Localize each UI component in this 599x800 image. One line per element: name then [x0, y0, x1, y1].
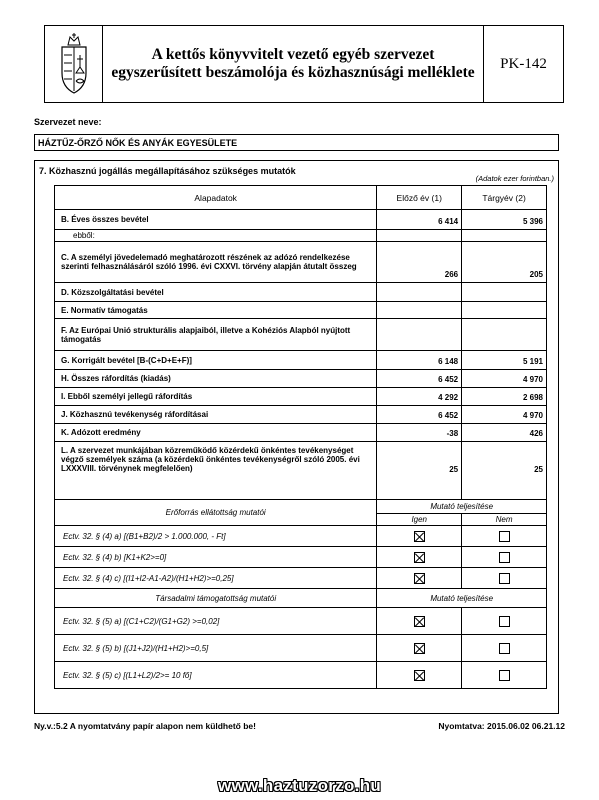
table-row	[55, 210, 547, 230]
table-row	[55, 242, 547, 283]
curr-year-value: 25	[462, 442, 547, 500]
section-title: 7. Közhasznú jogállás megállapításához szükséges mutatók	[39, 166, 296, 176]
organization-name: HÁZTŰZ-ŐRZŐ NŐK ÉS ANYÁK EGYESÜLETE	[34, 134, 559, 151]
table-header-row	[55, 186, 547, 210]
section-note: (Adatok ezer forintban.)	[475, 174, 554, 183]
yes-checkbox[interactable]	[414, 670, 425, 681]
curr-year-value	[462, 283, 547, 302]
row-label: C. A személyi jövedelemadó meghatározott részének az adózó rendelkezése szerinti felhasználásáról szóló 1996. évi CXXVI. törvény alapján átutalt összeg	[55, 242, 377, 283]
row-label: K. Adózott eredmény	[55, 424, 377, 442]
coat-of-arms-icon	[56, 33, 92, 95]
table-row	[55, 283, 547, 302]
indicator-row	[55, 662, 547, 689]
yes-checkbox[interactable]	[414, 552, 425, 563]
indicator-label: Ectv. 32. § (5) b) [(J1+J2)/(H1+H2)>=0,5]	[55, 635, 377, 662]
table-row	[55, 302, 547, 319]
row-label: D. Közszolgáltatási bevétel	[55, 283, 377, 302]
row-label: I. Ebből személyi jellegű ráfordítás	[55, 388, 377, 406]
indicator-row	[55, 608, 547, 635]
column-header: Előző év (1)	[377, 186, 462, 210]
form-code: PK-142	[483, 26, 563, 102]
fulfilment-header: Mutató teljesítése	[377, 589, 547, 608]
form-title-line2: egyszerűsített beszámolója és közhasznúsági melléklete	[111, 64, 475, 81]
indicator-section	[34, 160, 559, 714]
form-title-line1: A kettős könyvvitelt vezető egyéb szervezet	[151, 46, 435, 63]
footer-note: Ny.v.:5.2 A nyomtatvány papír alapon nem küldhető be!	[34, 721, 256, 731]
indicator-label: Ectv. 32. § (4) b) [K1+K2>=0]	[55, 547, 377, 568]
prev-year-value: 6 452	[377, 406, 462, 424]
table-row	[55, 388, 547, 406]
no-checkbox[interactable]	[499, 573, 510, 584]
prev-year-value	[377, 230, 462, 242]
no-header: Nem	[462, 514, 547, 526]
table-row	[55, 370, 547, 388]
no-checkbox[interactable]	[499, 552, 510, 563]
yes-checkbox[interactable]	[414, 616, 425, 627]
prev-year-value	[377, 319, 462, 351]
row-label: J. Közhasznú tevékenység ráfordításai	[55, 406, 377, 424]
prev-year-value: 266	[377, 242, 462, 283]
prev-year-value	[377, 302, 462, 319]
prev-year-value: -38	[377, 424, 462, 442]
curr-year-value: 4 970	[462, 370, 547, 388]
curr-year-value	[462, 230, 547, 242]
prev-year-value: 25	[377, 442, 462, 500]
column-header: Alapadatok	[55, 186, 377, 210]
curr-year-value	[462, 319, 547, 351]
row-label: L. A szervezet munkájában közreműködő közérdekű önkéntes tevékenységet végző személyek száma (a közérdekű önkéntes tevékenységről szóló 2005. évi LXXXVIII. törvénynek megfelelően)	[55, 442, 377, 500]
prev-year-value: 6 452	[377, 370, 462, 388]
column-header: Tárgyév (2)	[462, 186, 547, 210]
row-label: B. Éves összes bevétel	[55, 210, 377, 230]
indicator-row	[55, 635, 547, 662]
indicator-table	[54, 185, 547, 689]
row-label: ebből:	[55, 230, 377, 242]
table-row	[55, 406, 547, 424]
yes-header: Igen	[377, 514, 462, 526]
yes-checkbox[interactable]	[414, 531, 425, 542]
indicator-row	[55, 547, 547, 568]
row-label: F. Az Európai Unió strukturális alapjaiból, illetve a Kohéziós Alapból nyújtott támogatás	[55, 319, 377, 351]
form-header	[44, 25, 564, 103]
indicator-row	[55, 526, 547, 547]
row-label: G. Korrigált bevétel [B-(C+D+E+F)]	[55, 351, 377, 370]
curr-year-value: 2 698	[462, 388, 547, 406]
social-header-row	[55, 589, 547, 608]
table-row	[55, 424, 547, 442]
curr-year-value: 4 970	[462, 406, 547, 424]
logo-cell	[45, 26, 103, 102]
yes-checkbox[interactable]	[414, 643, 425, 654]
no-checkbox[interactable]	[499, 531, 510, 542]
curr-year-value: 5 191	[462, 351, 547, 370]
prev-year-value: 6 414	[377, 210, 462, 230]
website-watermark: www.haztuzorzo.hu	[217, 776, 382, 795]
resource-title: Erőforrás ellátottság mutatói	[55, 500, 377, 526]
no-checkbox[interactable]	[499, 616, 510, 627]
print-timestamp: Nyomtatva: 2015.06.02 06.21.12	[438, 721, 565, 731]
table-row	[55, 351, 547, 370]
prev-year-value: 6 148	[377, 351, 462, 370]
curr-year-value	[462, 302, 547, 319]
curr-year-value: 5 396	[462, 210, 547, 230]
organization-label: Szervezet neve:	[34, 117, 102, 127]
table-row	[55, 230, 547, 242]
curr-year-value: 426	[462, 424, 547, 442]
curr-year-value: 205	[462, 242, 547, 283]
row-label: E. Normatív támogatás	[55, 302, 377, 319]
indicator-row	[55, 568, 547, 589]
table-row	[55, 442, 547, 500]
prev-year-value	[377, 283, 462, 302]
fulfilment-header: Mutató teljesítése	[377, 500, 547, 514]
table-row	[55, 319, 547, 351]
form-title	[103, 26, 483, 102]
row-label: H. Összes ráfordítás (kiadás)	[55, 370, 377, 388]
indicator-label: Ectv. 32. § (5) c) [(L1+L2)/2>= 10 fő]	[55, 662, 377, 689]
indicator-label: Ectv. 32. § (4) a) [(B1+B2)/2 > 1.000.000, - Ft]	[55, 526, 377, 547]
no-checkbox[interactable]	[499, 643, 510, 654]
indicator-label: Ectv. 32. § (5) a) [(C1+C2)/(G1+G2) >=0,02]	[55, 608, 377, 635]
indicator-label: Ectv. 32. § (4) c) [(I1+I2-A1-A2)/(H1+H2)>=0,25]	[55, 568, 377, 589]
social-title: Társadalmi támogatottság mutatói	[55, 589, 377, 608]
yes-checkbox[interactable]	[414, 573, 425, 584]
no-checkbox[interactable]	[499, 670, 510, 681]
prev-year-value: 4 292	[377, 388, 462, 406]
resource-header-row	[55, 500, 547, 514]
